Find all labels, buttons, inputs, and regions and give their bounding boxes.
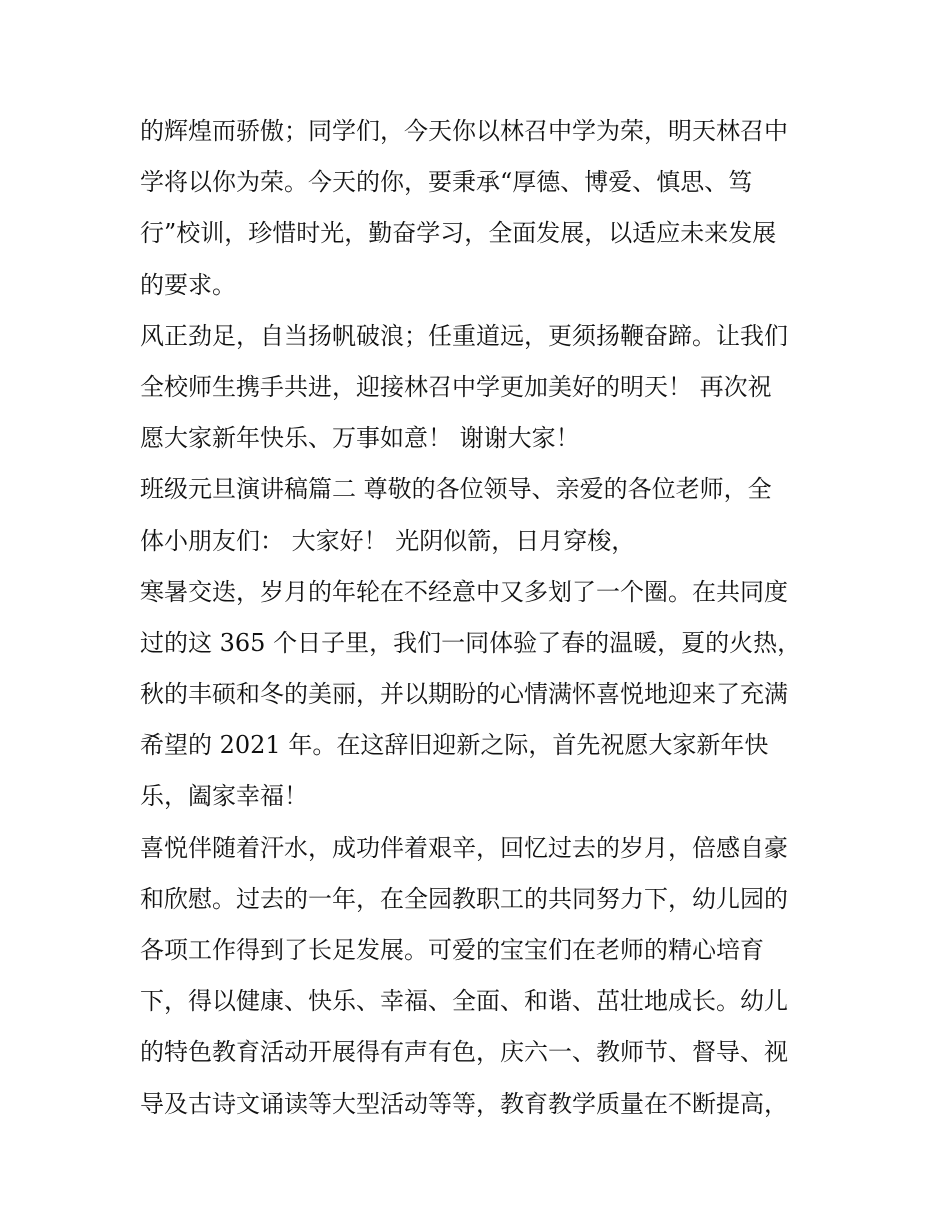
document-body bbox=[140, 106, 820, 1130]
text-line: 秋的丰硕和冬的美丽，并以期盼的心情满怀喜悦地迎来了充满 bbox=[140, 680, 788, 709]
text-line: 行”校训，珍惜时光，勤奋学习，全面发展，以适应未来发展 bbox=[140, 219, 777, 248]
text-line: 乐，阖家幸福！ bbox=[140, 782, 308, 811]
text-line: 各项工作得到了长足发展。可爱的宝宝们在老师的精心培育 bbox=[140, 936, 764, 964]
text-line: 学将以你为荣。今天的你，要秉承“厚德、博爱、慎思、笃 bbox=[140, 168, 753, 197]
text-line: 的特色教育活动开展得有声有色，庆六一、教师节、督导、视 bbox=[140, 1038, 788, 1067]
text-line: 下，得以健康、快乐、幸福、全面、和谐、茁壮地成长。幼儿 bbox=[140, 987, 788, 1016]
text-line: 的要求。 bbox=[140, 270, 236, 299]
text-line: 的辉煌而骄傲；同学们，今天你以林召中学为荣，明天林召中 bbox=[140, 117, 788, 145]
text-line: 喜悦伴随着汗水，成功伴着艰辛，回忆过去的岁月，倍感自豪 bbox=[140, 833, 788, 862]
text-line: 和欣慰。过去的一年，在全园教职工的共同努力下，幼儿园的 bbox=[140, 884, 788, 913]
text-line: 班级元旦演讲稿篇二 尊敬的各位领导、亲爱的各位老师，全 bbox=[140, 475, 772, 504]
text-line: 愿大家新年快乐、万事如意！ 谢谢大家！ bbox=[140, 424, 580, 453]
text-line: 过的这 365 个日子里，我们一同体验了春的温暖，夏的火热， bbox=[140, 628, 802, 657]
text-line: 风正劲足，自当扬帆破浪；任重道远，更须扬鞭奋蹄。让我们 bbox=[140, 321, 788, 350]
text-line: 全校师生携手共进，迎接林召中学更加美好的明天！ 再次祝 bbox=[140, 372, 772, 401]
text-line: 体小朋友们： 大家好！ 光阴似箭，日月穿梭， bbox=[140, 526, 636, 555]
text-line: 寒暑交迭，岁月的年轮在不经意中又多划了一个圈。在共同度 bbox=[140, 577, 788, 606]
text-line: 导及古诗文诵读等大型活动等等，教育教学质量在不断提高， bbox=[140, 1089, 788, 1118]
text-line: 希望的 2021 年。在这辞旧迎新之际，首先祝愿大家新年快 bbox=[140, 731, 769, 760]
